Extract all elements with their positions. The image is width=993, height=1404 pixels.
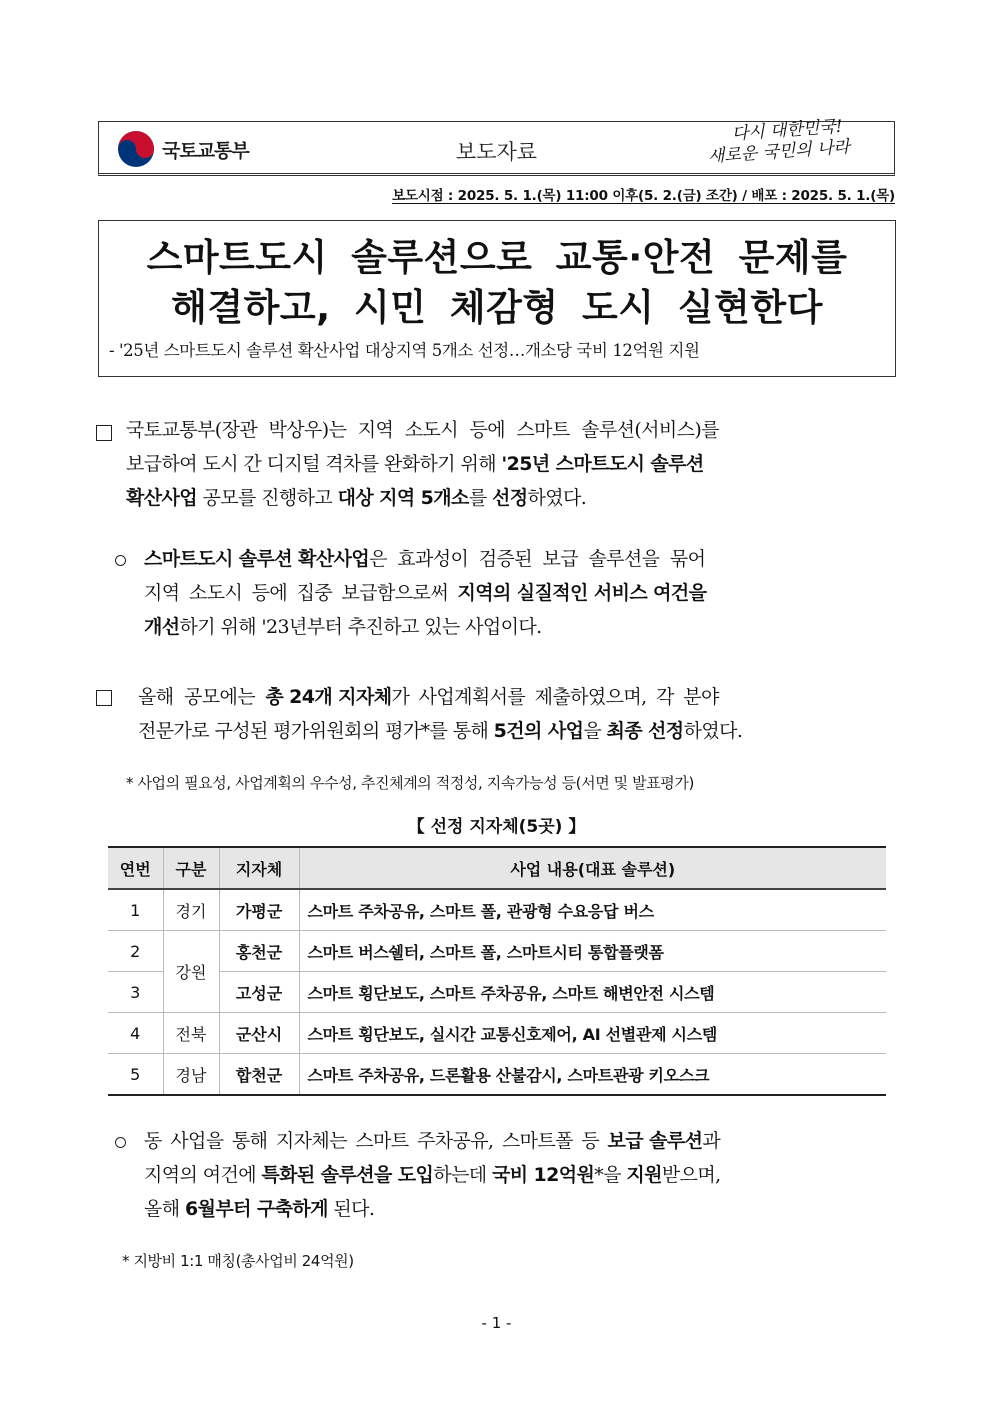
row-content: 스마트 주차공유, 스마트 폴, 관광형 수요응답 버스 bbox=[299, 889, 886, 931]
p4-text: 과 bbox=[702, 1130, 721, 1152]
title-line2: 해결하고, 시민 체감형 도시 실현한다 bbox=[171, 286, 823, 329]
doc-type-label: 보도자료 bbox=[455, 140, 538, 164]
header-city: 지자체 bbox=[219, 847, 299, 889]
row-no: 1 bbox=[108, 889, 163, 931]
p3-bold: 총 24개 지자체 bbox=[265, 686, 392, 708]
header-box bbox=[98, 116, 895, 176]
row-content: 스마트 횡단보도, 스마트 주차공유, 스마트 해변안전 시스템 bbox=[299, 972, 886, 1013]
row-content: 스마트 버스쉘터, 스마트 폴, 스마트시티 통합플랫폼 bbox=[299, 931, 886, 972]
p4-text: 올해 bbox=[144, 1198, 185, 1220]
p4-bold: 국비 12억원 bbox=[491, 1164, 595, 1186]
p2-bold: 개선 bbox=[144, 616, 180, 638]
p1-text: 보급하여 도시 간 디지털 격차를 완화하기 위해 bbox=[126, 453, 502, 475]
table-header-row bbox=[108, 847, 886, 889]
p3-text: 가 사업계획서를 제출하였으며, 각 분야 bbox=[391, 686, 719, 708]
table-row bbox=[108, 1054, 886, 1096]
header-content: 사업 내용(대표 솔루션) bbox=[299, 847, 886, 889]
paragraph-1 bbox=[126, 413, 719, 515]
row-city: 홍천군 bbox=[219, 931, 299, 972]
table-row bbox=[108, 1013, 886, 1054]
p3-line2 bbox=[138, 714, 742, 748]
p1-bold: 대상 지역 5개소 bbox=[337, 487, 469, 509]
release-info: 보도시점 : 2025. 5. 1.(목) 11:00 이후(5. 2.(금) 조간) / 배포 : 2025. 5. 1.(목) bbox=[392, 188, 895, 204]
header-no: 연번 bbox=[108, 847, 163, 889]
p1-line1: 국토교통부(장관 박상우)는 지역 소도시 등에 스마트 솔루션(서비스)를 bbox=[126, 419, 720, 441]
p4-text: 받으며, bbox=[661, 1164, 721, 1186]
row-no: 3 bbox=[108, 972, 163, 1013]
p2-bold: 스마트도시 솔루션 확산사업 bbox=[144, 548, 370, 570]
p4-bold: 특화된 솔루션을 도입 bbox=[261, 1164, 434, 1186]
row-no: 2 bbox=[108, 931, 163, 972]
circle-bullet-icon bbox=[115, 555, 126, 566]
paragraph-4 bbox=[144, 1124, 721, 1226]
p4-text: 동 사업을 통해 지자체는 스마트 주차공유, 스마트폴 등 bbox=[144, 1130, 608, 1152]
p1-bold: '25년 스마트도시 솔루션 bbox=[501, 453, 704, 475]
page-number: - 1 - bbox=[481, 1314, 512, 1332]
p4-line3 bbox=[144, 1192, 721, 1226]
row-province: 강원 bbox=[163, 931, 219, 1013]
p3-bold: 최종 선정 bbox=[606, 720, 684, 742]
slogan-line1: 다시 대한민국! bbox=[731, 116, 844, 145]
row-city: 합천군 bbox=[219, 1054, 299, 1096]
p1-bold: 확산사업 bbox=[126, 487, 198, 509]
slogan bbox=[707, 116, 886, 168]
p2-line2 bbox=[144, 576, 706, 610]
title-line1: 스마트도시 솔루션으로 교통·안전 문제를 bbox=[146, 236, 848, 279]
p4-text: *을 bbox=[594, 1164, 627, 1186]
table-row bbox=[108, 972, 886, 1013]
p4-bold: 6월부터 구축하게 bbox=[184, 1198, 328, 1220]
p2-text: 은 효과성이 검증된 보급 솔루션을 묶어 bbox=[369, 548, 706, 570]
row-content: 스마트 횡단보도, 실시간 교통신호제어, AI 선별관제 시스템 bbox=[299, 1013, 886, 1054]
p2-line1 bbox=[144, 542, 706, 576]
p3-bold: 5건의 사업 bbox=[493, 720, 584, 742]
p3-text: 전문가로 구성된 평가위원회의 평가*를 통해 bbox=[138, 720, 494, 742]
p3-text: 하였다. bbox=[683, 720, 743, 742]
p2-line3 bbox=[144, 610, 706, 644]
p4-bold: 보급 솔루션 bbox=[607, 1130, 703, 1152]
table-caption: 【 선정 지자체(5곳) 】 bbox=[407, 817, 586, 837]
p2-bold: 지역의 실질적인 서비스 여건을 bbox=[457, 582, 707, 604]
row-province: 경남 bbox=[163, 1054, 219, 1096]
table-row bbox=[108, 889, 886, 931]
square-bullet-icon bbox=[96, 690, 112, 706]
p1-text: 를 bbox=[468, 487, 493, 509]
selected-cities-table bbox=[108, 846, 886, 1096]
row-province: 경기 bbox=[163, 889, 219, 931]
p3-text: 을 bbox=[583, 720, 607, 742]
p2-text: 지역 소도시 등에 집중 보급함으로써 bbox=[144, 582, 458, 604]
row-city: 가평군 bbox=[219, 889, 299, 931]
row-no: 5 bbox=[108, 1054, 163, 1096]
p1-text: 공모를 진행하고 bbox=[197, 487, 338, 509]
p1-line3 bbox=[126, 481, 719, 515]
p3-text: 올해 공모에는 bbox=[138, 686, 266, 708]
p4-text: 된다. bbox=[327, 1198, 375, 1220]
footnote-matching: * 지방비 1:1 매칭(총사업비 24억원) bbox=[122, 1252, 354, 1270]
p1-line2 bbox=[126, 447, 719, 481]
title-box bbox=[98, 220, 896, 377]
p2-text: 하기 위해 '23년부터 추진하고 있는 사업이다. bbox=[179, 616, 542, 638]
p4-text: 하는데 bbox=[433, 1164, 492, 1186]
p4-text: 지역의 여건에 bbox=[144, 1164, 262, 1186]
row-city: 군산시 bbox=[219, 1013, 299, 1054]
p1-bold: 선정 bbox=[492, 487, 528, 509]
ministry-name: 국토교통부 bbox=[162, 139, 249, 162]
p4-line1 bbox=[144, 1124, 721, 1158]
p4-line2 bbox=[144, 1158, 721, 1192]
row-no: 4 bbox=[108, 1013, 163, 1054]
header-province: 구분 bbox=[163, 847, 219, 889]
circle-bullet-icon bbox=[115, 1137, 126, 1148]
subtitle: - '25년 스마트도시 솔루션 확산사업 대상지역 5개소 선정…개소당 국비 12억원 지원 bbox=[109, 341, 700, 360]
square-bullet-icon bbox=[96, 425, 112, 441]
row-city: 고성군 bbox=[219, 972, 299, 1013]
paragraph-3 bbox=[138, 680, 742, 748]
table-row bbox=[108, 931, 886, 972]
slogan-line2: 새로운 국민의 나라 bbox=[707, 137, 851, 167]
row-province: 전북 bbox=[163, 1013, 219, 1054]
paragraph-2 bbox=[144, 542, 706, 644]
p3-line1 bbox=[138, 680, 742, 714]
p4-bold: 지원 bbox=[626, 1164, 662, 1186]
p1-text: 하였다. bbox=[527, 487, 587, 509]
footnote-evaluation: * 사업의 필요성, 사업계획의 우수성, 추진체계의 적정성, 지속가능성 등(서면 및 발표평가) bbox=[126, 774, 694, 792]
row-content: 스마트 주차공유, 드론활용 산불감시, 스마트관광 키오스크 bbox=[299, 1054, 886, 1096]
